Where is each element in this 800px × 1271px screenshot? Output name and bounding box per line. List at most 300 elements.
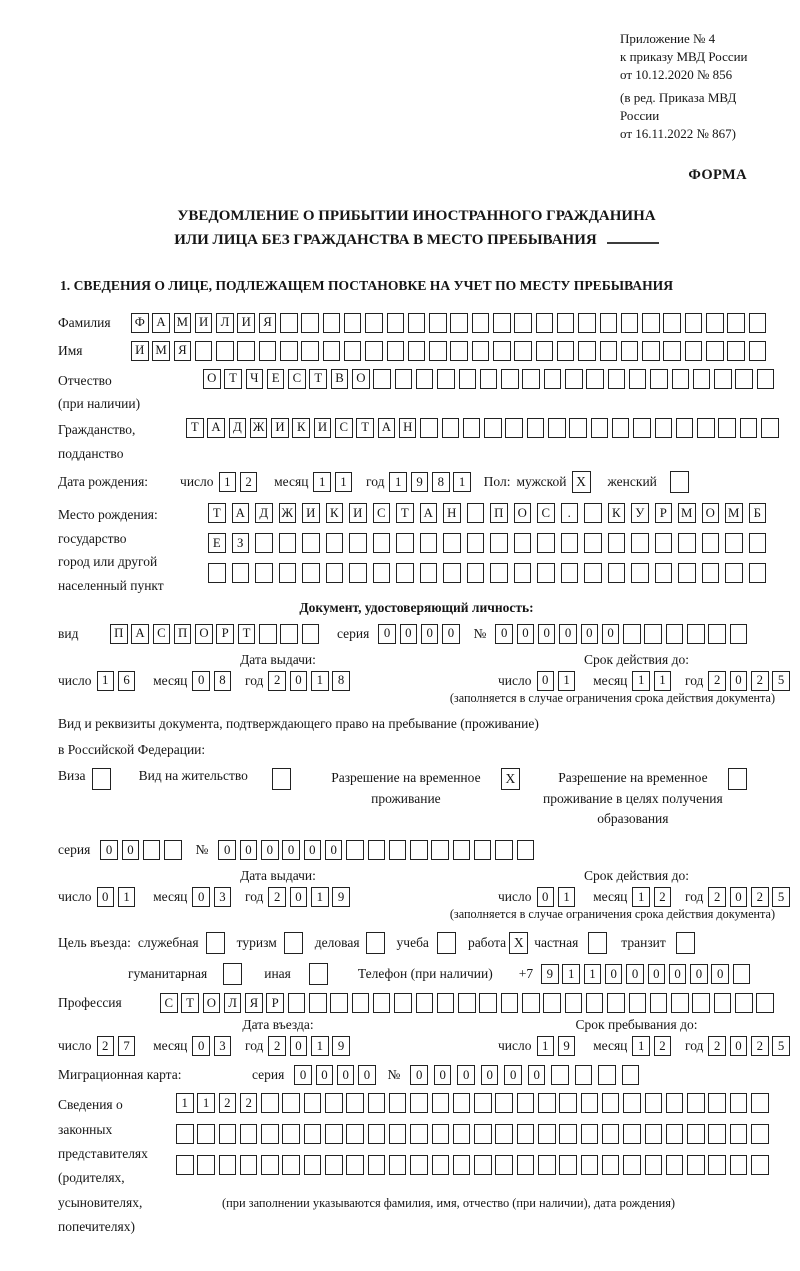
char-cell[interactable] [216,341,234,361]
char-cell[interactable]: Б [749,503,767,523]
char-cell[interactable] [708,1093,726,1113]
char-cell[interactable] [282,1155,300,1175]
char-cell[interactable] [575,1065,593,1085]
char-cell[interactable]: 0 [240,840,258,860]
char-cell[interactable]: 2 [219,1093,237,1113]
char-cell[interactable] [373,533,391,553]
char-cell[interactable] [559,1093,577,1113]
char-cell[interactable] [261,1093,279,1113]
char-cell[interactable] [237,341,255,361]
char-cell[interactable] [687,1093,705,1113]
char-cell[interactable]: 1 [562,964,580,984]
char-cell[interactable]: Д [255,503,273,523]
char-cell[interactable]: О [203,993,221,1013]
char-cell[interactable]: О [702,503,720,523]
char-cell[interactable] [537,563,555,583]
char-cell[interactable] [591,418,609,438]
char-cell[interactable] [484,418,502,438]
char-cell[interactable]: 0 [690,964,708,984]
char-cell[interactable]: С [153,624,171,644]
char-cell[interactable] [501,369,519,389]
char-cell[interactable] [642,341,660,361]
char-cell[interactable] [602,1093,620,1113]
char-cell[interactable] [727,341,745,361]
char-cell[interactable]: Н [399,418,417,438]
purpose-transit-checkbox[interactable] [676,932,695,954]
char-cell[interactable] [714,369,732,389]
char-cell[interactable] [453,1124,471,1144]
char-cell[interactable]: 1 [118,887,136,907]
char-cell[interactable]: 3 [214,887,232,907]
char-cell[interactable] [474,840,492,860]
char-cell[interactable] [685,313,703,333]
char-cell[interactable]: С [373,503,391,523]
char-cell[interactable] [410,1155,428,1175]
char-cell[interactable]: 0 [434,1065,452,1085]
char-cell[interactable]: А [232,503,250,523]
char-cell[interactable]: Е [267,369,285,389]
char-cell[interactable]: 0 [730,887,748,907]
char-cell[interactable]: 8 [214,671,232,691]
char-cell[interactable] [279,563,297,583]
char-cell[interactable]: 0 [495,624,513,644]
char-cell[interactable] [420,418,438,438]
char-cell[interactable]: . [561,503,579,523]
char-cell[interactable] [463,418,481,438]
char-cell[interactable]: 2 [654,887,672,907]
char-cell[interactable] [581,1155,599,1175]
char-cell[interactable]: 0 [316,1065,334,1085]
char-cell[interactable] [416,993,434,1013]
char-cell[interactable]: Т [186,418,204,438]
char-cell[interactable]: 0 [537,887,555,907]
char-cell[interactable]: 0 [669,964,687,984]
char-cell[interactable]: И [302,503,320,523]
temp-residence-edu-checkbox[interactable] [728,768,747,790]
char-cell[interactable] [708,1155,726,1175]
char-cell[interactable]: Р [266,993,284,1013]
char-cell[interactable] [730,624,748,644]
char-cell[interactable]: 0 [442,624,460,644]
char-cell[interactable] [666,1155,684,1175]
char-cell[interactable]: 0 [602,624,620,644]
char-cell[interactable] [655,418,673,438]
char-cell[interactable]: 0 [358,1065,376,1085]
char-cell[interactable] [437,993,455,1013]
char-cell[interactable] [280,624,298,644]
char-cell[interactable] [631,533,649,553]
char-cell[interactable]: Р [216,624,234,644]
char-cell[interactable] [280,313,298,333]
char-cell[interactable] [578,313,596,333]
char-cell[interactable] [490,563,508,583]
char-cell[interactable] [761,418,779,438]
char-cell[interactable] [607,993,625,1013]
char-cell[interactable]: 2 [708,1036,726,1056]
purpose-other-checkbox[interactable] [309,963,328,985]
char-cell[interactable]: 0 [100,840,118,860]
char-cell[interactable]: О [514,503,532,523]
char-cell[interactable] [633,418,651,438]
char-cell[interactable] [645,1124,663,1144]
residence-permit-checkbox[interactable] [272,768,291,790]
char-cell[interactable]: Ф [131,313,149,333]
char-cell[interactable] [708,1124,726,1144]
char-cell[interactable] [725,563,743,583]
char-cell[interactable] [389,1155,407,1175]
char-cell[interactable]: Я [174,341,192,361]
char-cell[interactable]: И [237,313,255,333]
char-cell[interactable] [757,369,775,389]
char-cell[interactable] [240,1155,258,1175]
char-cell[interactable]: 1 [219,472,237,492]
char-cell[interactable] [416,369,434,389]
char-cell[interactable] [325,1124,343,1144]
char-cell[interactable] [676,418,694,438]
char-cell[interactable] [309,993,327,1013]
char-cell[interactable] [480,369,498,389]
char-cell[interactable]: 2 [751,671,769,691]
char-cell[interactable] [396,563,414,583]
char-cell[interactable]: 2 [268,887,286,907]
char-cell[interactable]: 0 [261,840,279,860]
char-cell[interactable] [501,993,519,1013]
char-cell[interactable]: 0 [648,964,666,984]
char-cell[interactable] [706,341,724,361]
char-cell[interactable]: 8 [432,472,450,492]
sex-female-checkbox[interactable] [670,471,689,493]
char-cell[interactable]: Д [229,418,247,438]
char-cell[interactable] [259,341,277,361]
char-cell[interactable]: Т [238,624,256,644]
char-cell[interactable]: Я [245,993,263,1013]
char-cell[interactable]: 0 [122,840,140,860]
char-cell[interactable] [164,840,182,860]
char-cell[interactable]: С [160,993,178,1013]
char-cell[interactable] [666,1093,684,1113]
char-cell[interactable]: 2 [268,1036,286,1056]
char-cell[interactable] [176,1124,194,1144]
char-cell[interactable] [678,563,696,583]
char-cell[interactable] [304,1155,322,1175]
char-cell[interactable]: 1 [558,671,576,691]
char-cell[interactable] [458,993,476,1013]
char-cell[interactable]: 0 [400,624,418,644]
purpose-study-checkbox[interactable] [437,932,456,954]
char-cell[interactable] [143,840,161,860]
char-cell[interactable] [650,993,668,1013]
char-cell[interactable] [517,1155,535,1175]
char-cell[interactable] [176,1155,194,1175]
char-cell[interactable]: 2 [240,1093,258,1113]
char-cell[interactable]: А [152,313,170,333]
char-cell[interactable] [544,369,562,389]
char-cell[interactable] [693,369,711,389]
char-cell[interactable] [584,503,602,523]
char-cell[interactable]: 0 [730,671,748,691]
char-cell[interactable]: О [203,369,221,389]
char-cell[interactable]: С [335,418,353,438]
char-cell[interactable] [666,1124,684,1144]
char-cell[interactable]: Т [224,369,242,389]
char-cell[interactable]: И [195,313,213,333]
char-cell[interactable]: 0 [294,1065,312,1085]
char-cell[interactable]: 2 [751,887,769,907]
char-cell[interactable]: 1 [311,1036,329,1056]
char-cell[interactable] [279,533,297,553]
char-cell[interactable] [517,1124,535,1144]
char-cell[interactable] [586,993,604,1013]
char-cell[interactable]: 0 [711,964,729,984]
char-cell[interactable] [323,341,341,361]
purpose-official-checkbox[interactable] [206,932,225,954]
char-cell[interactable] [645,1093,663,1113]
char-cell[interactable] [474,1124,492,1144]
char-cell[interactable] [197,1124,215,1144]
char-cell[interactable] [565,369,583,389]
char-cell[interactable]: 0 [626,964,644,984]
char-cell[interactable]: М [678,503,696,523]
char-cell[interactable]: 0 [192,1036,210,1056]
char-cell[interactable]: К [608,503,626,523]
char-cell[interactable] [623,1124,641,1144]
char-cell[interactable] [373,369,391,389]
char-cell[interactable] [410,1124,428,1144]
char-cell[interactable] [725,533,743,553]
sex-male-checkbox[interactable]: X [572,471,591,493]
char-cell[interactable] [302,624,320,644]
char-cell[interactable] [623,1093,641,1113]
char-cell[interactable] [302,563,320,583]
char-cell[interactable] [467,563,485,583]
char-cell[interactable] [495,1124,513,1144]
char-cell[interactable] [389,840,407,860]
char-cell[interactable] [692,993,710,1013]
char-cell[interactable] [495,840,513,860]
char-cell[interactable] [727,313,745,333]
char-cell[interactable]: И [131,341,149,361]
char-cell[interactable]: 0 [218,840,236,860]
char-cell[interactable] [365,341,383,361]
char-cell[interactable]: 2 [240,472,258,492]
char-cell[interactable]: 9 [411,472,429,492]
char-cell[interactable] [346,1093,364,1113]
char-cell[interactable]: 1 [558,887,576,907]
char-cell[interactable] [394,993,412,1013]
char-cell[interactable] [608,533,626,553]
char-cell[interactable]: 7 [118,1036,136,1056]
char-cell[interactable]: 2 [97,1036,115,1056]
char-cell[interactable]: А [378,418,396,438]
char-cell[interactable]: 9 [332,887,350,907]
char-cell[interactable] [368,1124,386,1144]
char-cell[interactable] [629,369,647,389]
char-cell[interactable] [195,341,213,361]
char-cell[interactable]: 0 [97,887,115,907]
char-cell[interactable] [280,341,298,361]
char-cell[interactable]: 1 [97,671,115,691]
char-cell[interactable] [621,313,639,333]
char-cell[interactable] [304,1124,322,1144]
char-cell[interactable] [442,418,460,438]
char-cell[interactable] [559,1155,577,1175]
char-cell[interactable]: 8 [332,671,350,691]
char-cell[interactable]: 0 [192,887,210,907]
char-cell[interactable] [495,1093,513,1113]
char-cell[interactable] [443,533,461,553]
char-cell[interactable] [730,1124,748,1144]
char-cell[interactable]: 0 [421,624,439,644]
char-cell[interactable]: К [292,418,310,438]
char-cell[interactable]: А [131,624,149,644]
char-cell[interactable] [325,1093,343,1113]
char-cell[interactable] [644,624,662,644]
char-cell[interactable]: Н [443,503,461,523]
char-cell[interactable] [365,313,383,333]
purpose-business-checkbox[interactable] [366,932,385,954]
char-cell[interactable] [408,313,426,333]
char-cell[interactable] [453,1093,471,1113]
char-cell[interactable] [561,563,579,583]
char-cell[interactable]: П [174,624,192,644]
char-cell[interactable]: 5 [772,887,790,907]
char-cell[interactable] [706,313,724,333]
char-cell[interactable] [288,993,306,1013]
char-cell[interactable]: 0 [192,671,210,691]
char-cell[interactable]: Ч [246,369,264,389]
char-cell[interactable]: Т [396,503,414,523]
char-cell[interactable] [282,1093,300,1113]
char-cell[interactable]: 0 [304,840,322,860]
char-cell[interactable] [655,563,673,583]
char-cell[interactable] [344,341,362,361]
char-cell[interactable] [718,418,736,438]
char-cell[interactable]: 0 [290,1036,308,1056]
char-cell[interactable]: И [271,418,289,438]
char-cell[interactable]: К [326,503,344,523]
char-cell[interactable] [538,1093,556,1113]
char-cell[interactable]: 1 [632,1036,650,1056]
char-cell[interactable] [349,563,367,583]
char-cell[interactable] [714,993,732,1013]
char-cell[interactable] [537,533,555,553]
char-cell[interactable]: 9 [558,1036,576,1056]
char-cell[interactable] [561,533,579,553]
char-cell[interactable] [373,563,391,583]
char-cell[interactable] [472,313,490,333]
char-cell[interactable] [578,341,596,361]
char-cell[interactable] [432,1155,450,1175]
char-cell[interactable]: 1 [313,472,331,492]
char-cell[interactable] [474,1155,492,1175]
char-cell[interactable] [702,563,720,583]
char-cell[interactable] [565,993,583,1013]
visa-checkbox[interactable] [92,768,111,790]
temp-residence-checkbox[interactable]: X [501,768,520,790]
char-cell[interactable] [432,1124,450,1144]
char-cell[interactable]: 2 [708,671,726,691]
char-cell[interactable] [666,624,684,644]
char-cell[interactable]: Т [309,369,327,389]
char-cell[interactable] [548,418,566,438]
char-cell[interactable] [569,418,587,438]
char-cell[interactable]: 3 [214,1036,232,1056]
char-cell[interactable] [631,563,649,583]
char-cell[interactable] [326,533,344,553]
char-cell[interactable] [514,563,532,583]
char-cell[interactable]: 0 [457,1065,475,1085]
char-cell[interactable] [410,840,428,860]
char-cell[interactable] [474,1093,492,1113]
char-cell[interactable] [749,313,767,333]
char-cell[interactable]: 1 [197,1093,215,1113]
char-cell[interactable] [602,1155,620,1175]
char-cell[interactable]: И [349,503,367,523]
char-cell[interactable] [608,369,626,389]
char-cell[interactable] [259,624,277,644]
char-cell[interactable] [346,1155,364,1175]
char-cell[interactable] [708,624,726,644]
char-cell[interactable] [450,341,468,361]
char-cell[interactable] [663,341,681,361]
char-cell[interactable] [495,1155,513,1175]
char-cell[interactable] [325,1155,343,1175]
char-cell[interactable] [431,840,449,860]
char-cell[interactable] [493,341,511,361]
char-cell[interactable]: 0 [337,1065,355,1085]
char-cell[interactable]: 0 [504,1065,522,1085]
char-cell[interactable]: Л [216,313,234,333]
char-cell[interactable] [623,1155,641,1175]
char-cell[interactable] [517,1093,535,1113]
char-cell[interactable] [368,840,386,860]
char-cell[interactable] [730,1093,748,1113]
char-cell[interactable]: 0 [538,624,556,644]
char-cell[interactable] [687,1124,705,1144]
char-cell[interactable] [598,1065,616,1085]
char-cell[interactable] [301,313,319,333]
char-cell[interactable]: 9 [332,1036,350,1056]
char-cell[interactable] [581,1093,599,1113]
purpose-humanitarian-checkbox[interactable] [223,963,242,985]
char-cell[interactable]: 0 [517,624,535,644]
char-cell[interactable] [735,369,753,389]
char-cell[interactable] [255,563,273,583]
char-cell[interactable] [453,840,471,860]
char-cell[interactable]: А [420,503,438,523]
char-cell[interactable]: Е [208,533,226,553]
char-cell[interactable] [756,993,774,1013]
char-cell[interactable] [493,313,511,333]
char-cell[interactable] [437,369,455,389]
char-cell[interactable]: 1 [335,472,353,492]
char-cell[interactable] [261,1155,279,1175]
char-cell[interactable] [557,313,575,333]
char-cell[interactable]: 2 [751,1036,769,1056]
char-cell[interactable] [517,840,535,860]
char-cell[interactable] [622,1065,640,1085]
char-cell[interactable] [396,533,414,553]
char-cell[interactable]: Р [655,503,673,523]
char-cell[interactable]: 2 [654,1036,672,1056]
char-cell[interactable] [346,1124,364,1144]
char-cell[interactable] [559,1124,577,1144]
char-cell[interactable]: М [152,341,170,361]
char-cell[interactable]: 0 [378,624,396,644]
char-cell[interactable] [255,533,273,553]
char-cell[interactable]: 2 [708,887,726,907]
char-cell[interactable] [352,993,370,1013]
